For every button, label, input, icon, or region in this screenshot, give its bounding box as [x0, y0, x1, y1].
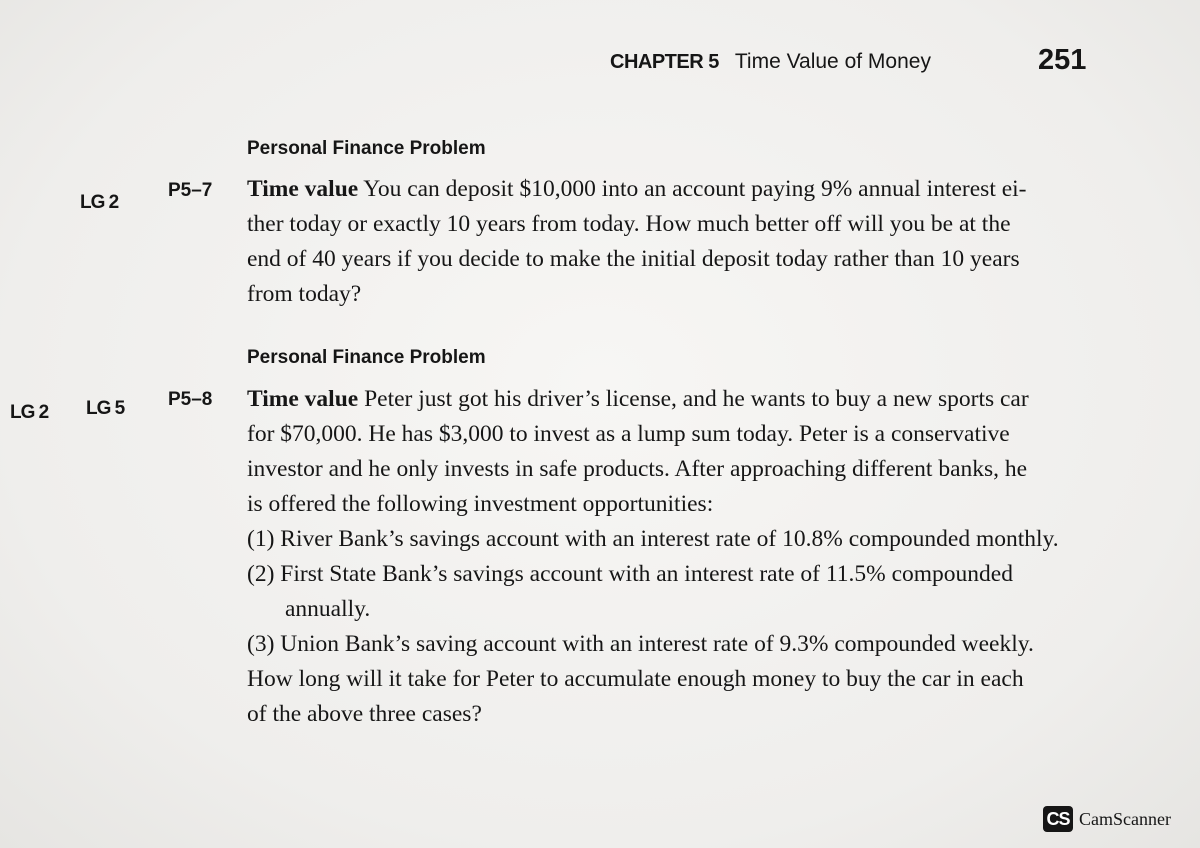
camscanner-text: CamScanner: [1079, 808, 1171, 829]
list-item: (2) First State Bank’s savings account with an interest rate of 11.5% compounded: [247, 561, 1013, 587]
learning-goal-badge: LG 5: [86, 398, 125, 419]
running-header: [610, 50, 931, 74]
page-number: 251: [1038, 44, 1087, 76]
chapter-label: CHAPTER 5: [610, 51, 719, 73]
problem-keyword: Time value: [247, 176, 359, 202]
learning-goal-badge: LG 2: [10, 402, 49, 423]
problem-text: Time value Peter just got his driver’s license, and he wants to buy a new sports car for $70,000. He has $3,000 to invest as a lump sum today. Peter is a conservative investor and he only invests in safe products. After approaching different banks, he is offered the following investment opportunities: (1) River Bank’s savings account with an interest rate of 10.8% compounded monthly. (2) First State Bank’s savings account with an interest rate of 11.5% compounded annually. (3) Union Bank’s saving account with an interest rate of 9.3% compounded weekly. How long will it take for Peter to accumulate enough money to buy the car in each of the above three cases?: [247, 382, 1107, 732]
list-item: (3) Union Bank’s saving account with an interest rate of 9.3% compounded weekly.: [247, 631, 1034, 657]
learning-goal-badge: LG 2: [80, 192, 119, 213]
camscanner-watermark: [1043, 806, 1171, 832]
section-heading: Personal Finance Problem: [247, 347, 486, 368]
section-heading: Personal Finance Problem: [247, 138, 486, 159]
problem-number: P5–8: [168, 389, 213, 410]
problem-number: P5–7: [168, 180, 213, 201]
problem-keyword: Time value: [247, 386, 359, 412]
chapter-title: Time Value of Money: [734, 50, 931, 73]
problem-text: Time value You can deposit $10,000 into an account paying 9% annual interest ei- ther today or exactly 10 years from today. How much better off will you be at the end of 40 years if you decide to make the initial deposit today rather than 10 years from today?: [247, 176, 1027, 307]
list-item: (1) River Bank’s savings account with an interest rate of 10.8% compounded monthly.: [247, 526, 1059, 552]
camscanner-logo-icon: CS: [1043, 806, 1073, 832]
